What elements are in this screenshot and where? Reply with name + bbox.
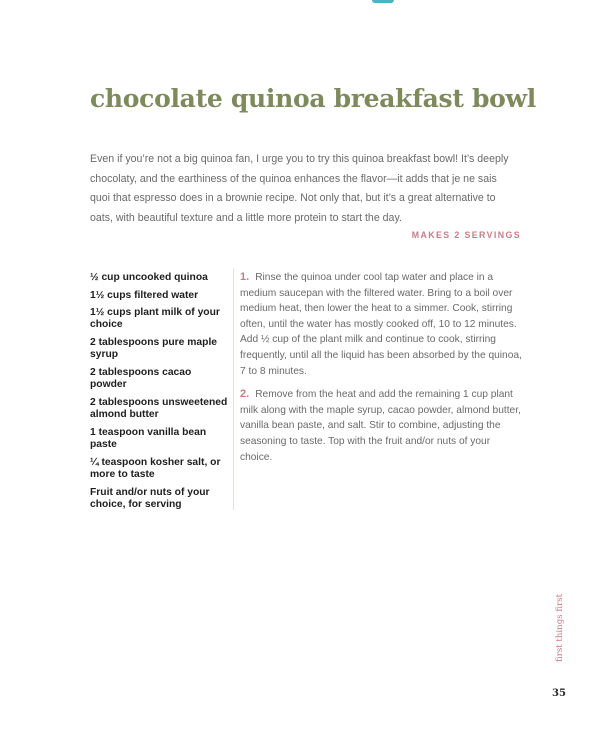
- step-number: 1.: [240, 271, 250, 283]
- method-steps: [240, 270, 522, 473]
- ingredient-item: 2 tablespoons unsweetened almond butter: [90, 396, 228, 421]
- step-text: Rinse the quinoa under cool tap water and place in a medium saucepan with the filtered water. Bring to a boil over medium heat, then lower the heat to a simmer. Cook, stirring often, until the water has mostly cooked off, 10 to 12 minutes. Add ½ cup of the plant milk and continue to cook, stirring frequently, until all the liquid has been absorbed by the quinoa, 7 to 8 minutes.: [240, 272, 522, 377]
- ingredient-item: Fruit and/or nuts of your choice, for serving: [90, 486, 210, 510]
- method-step: [240, 387, 522, 465]
- page-number: 35: [552, 688, 566, 699]
- ingredient-item: 2 tablespoons pure maple syrup: [90, 337, 218, 361]
- ingredient-item: 1½ cups filtered water: [90, 289, 199, 301]
- running-head: first things first: [555, 593, 565, 662]
- ingredient-list: [90, 272, 230, 516]
- servings-label: MAKES 2 SERVINGS: [411, 230, 521, 240]
- recipe-intro: Even if you’re not a big quinoa fan, I urge you to try this quinoa breakfast bowl! It’s deeply chocolaty, and the earthiness of the quinoa enhances the flavor—it adds that je ne sais quoi that espresso does in a brownie recipe. Not only that, but it’s a great alternative to oats, with beautiful texture and a little more protein to start the day.: [90, 153, 509, 224]
- ingredient-item: 1 teaspoon vanilla bean paste: [90, 426, 207, 451]
- ingredient-item: ½ cup uncooked quinoa: [90, 272, 208, 283]
- method-step: [240, 270, 522, 379]
- step-number: 2.: [240, 388, 250, 401]
- ingredient-item: 1½ cups plant milk of your choice: [90, 307, 220, 331]
- top-accent-mark: [372, 0, 394, 3]
- column-divider: [233, 268, 234, 510]
- ingredient-item: 2 tablespoons cacao powder: [90, 366, 192, 391]
- recipe-title: chocolate quinoa breakfast bowl: [90, 84, 536, 113]
- ingredient-item: ¼ teaspoon kosher salt, or more to taste: [90, 456, 221, 480]
- step-text: Remove from the heat and add the remaining 1 cup plant milk along with the maple syrup, cacao powder, almond butter, vanilla bean paste, and salt. Stir to combine, adjusting the seasoning to taste. Top with the fruit and/or nuts of your choice.: [240, 389, 521, 463]
